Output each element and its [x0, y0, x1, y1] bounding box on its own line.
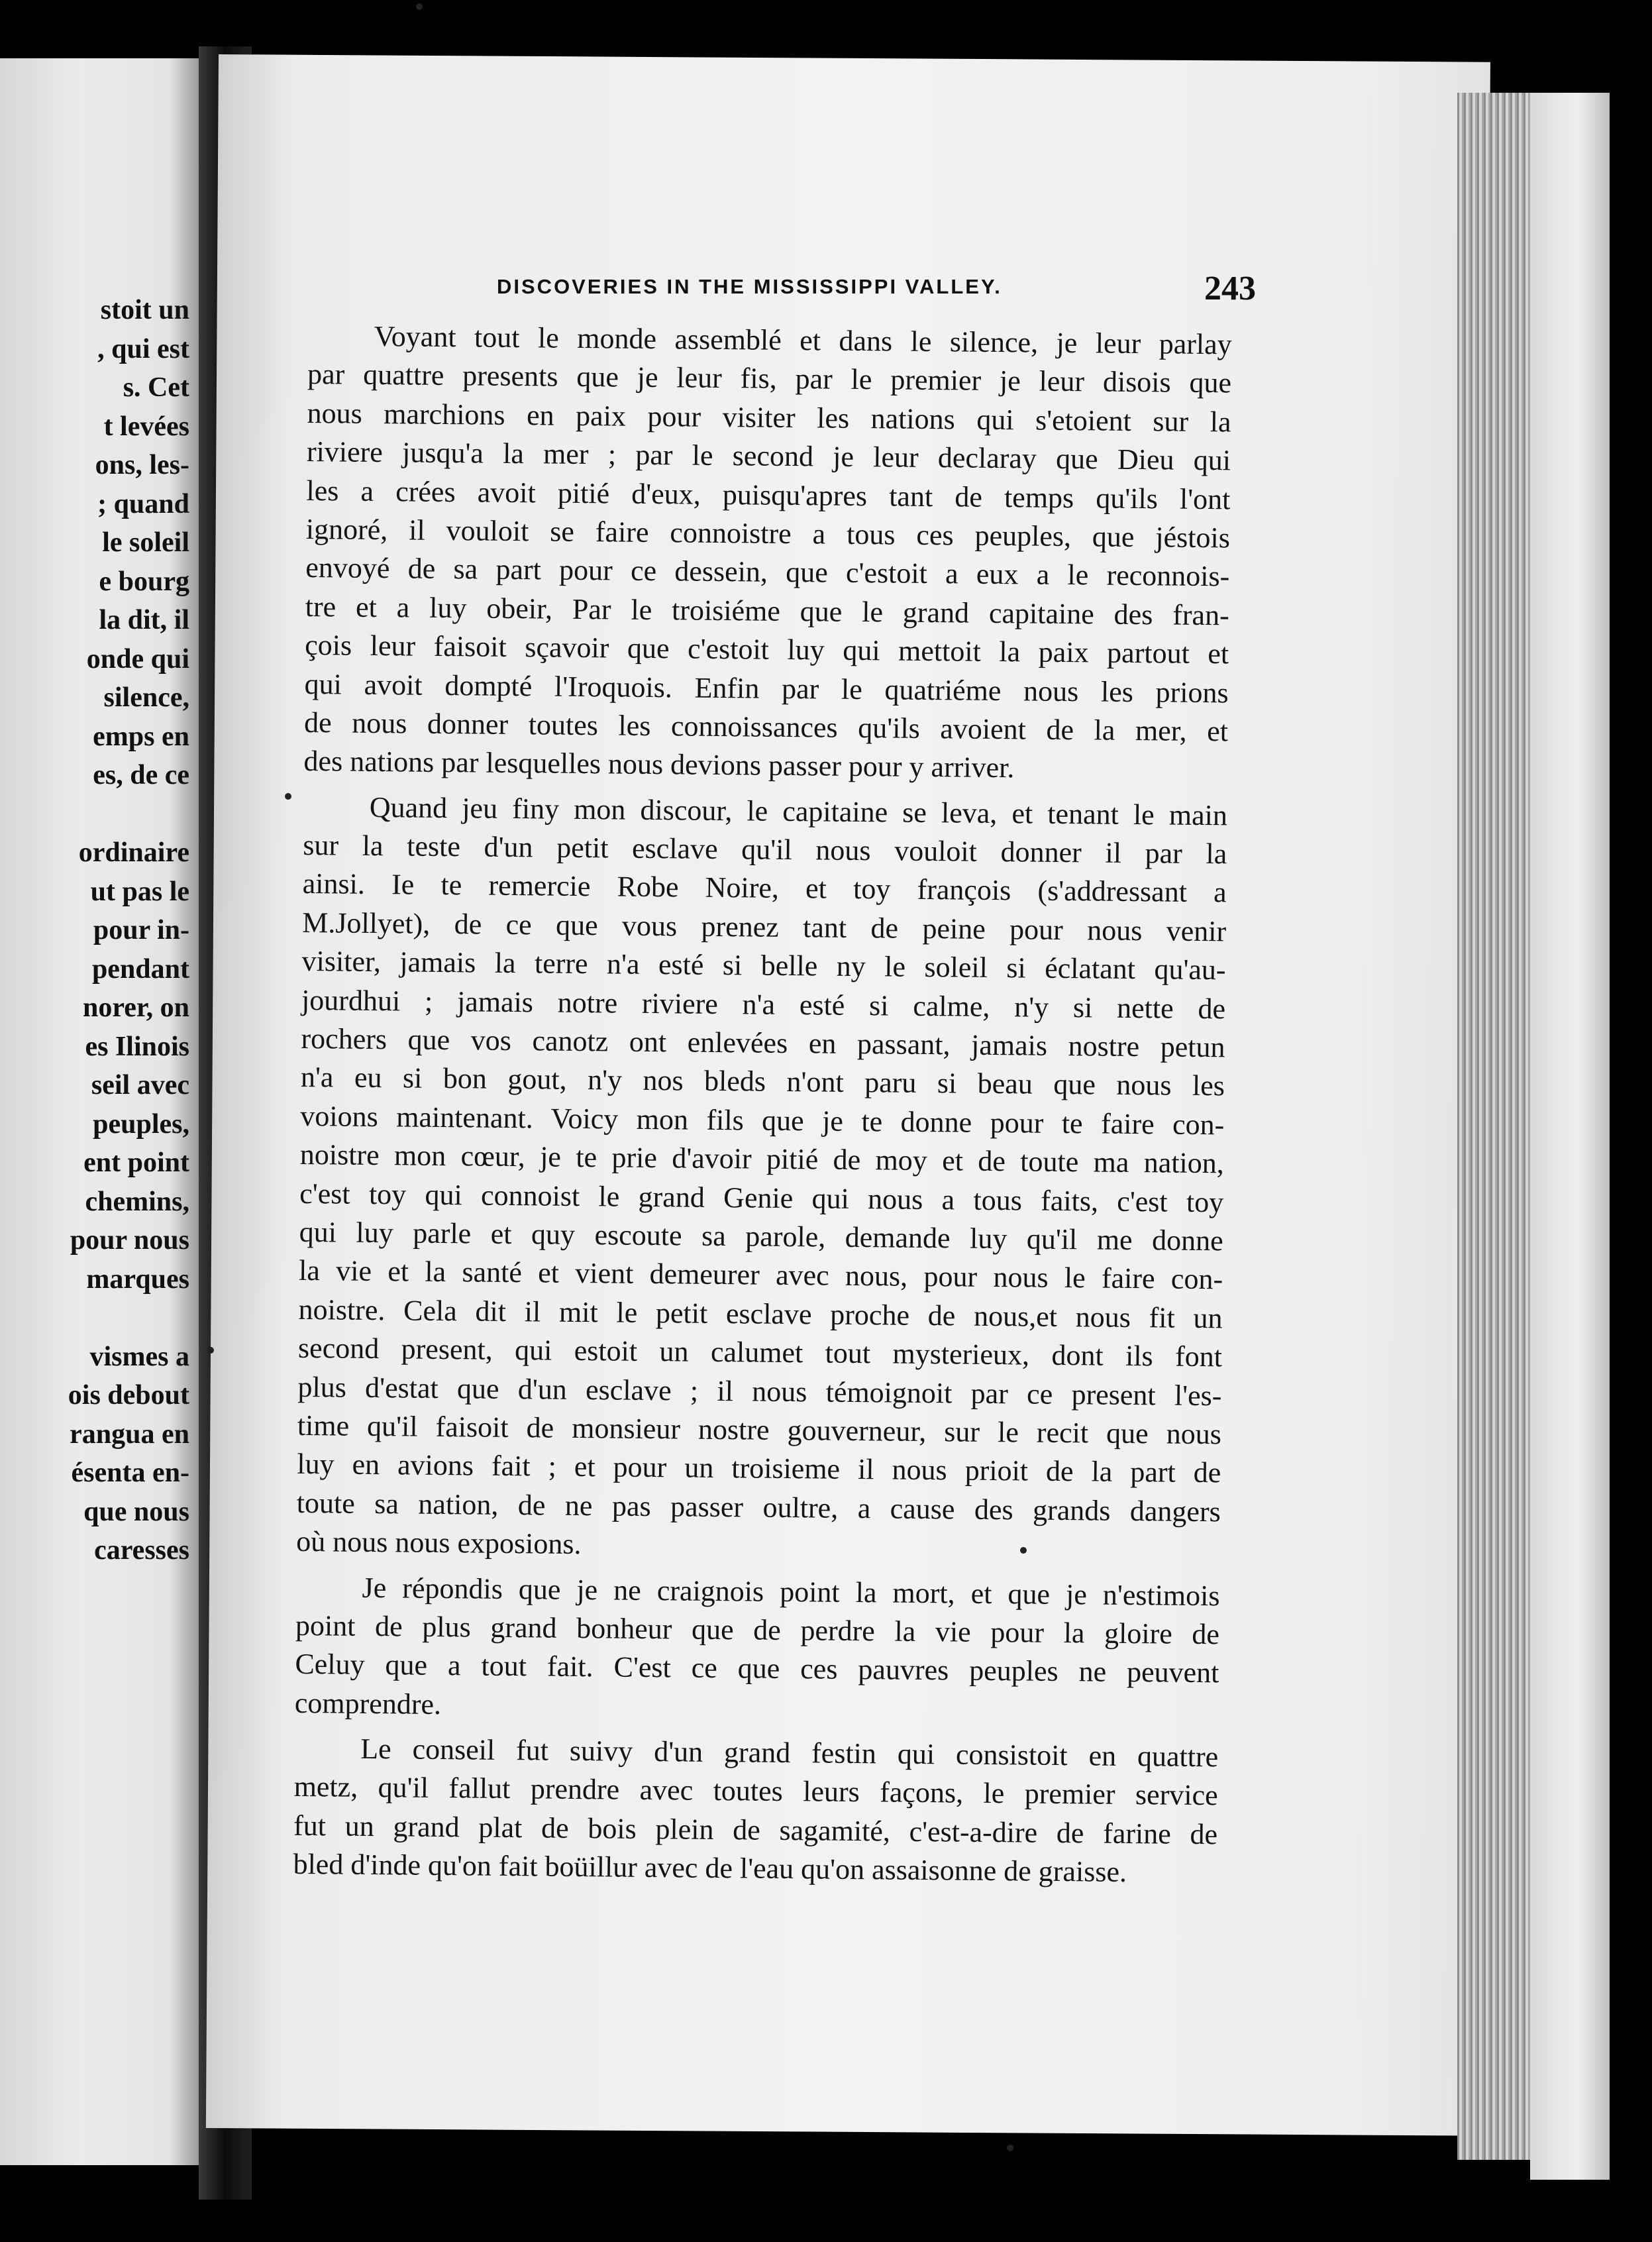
scan-speck	[1007, 2145, 1013, 2151]
left-page-line: ésenta en-	[71, 1458, 189, 1488]
left-page-line: caresses	[94, 1535, 189, 1566]
left-page-line	[0, 97, 189, 136]
left-page-line	[0, 175, 189, 214]
underlying-page	[1530, 93, 1610, 2180]
text-line: de nous donner toutes les connoissances qu'ils avoient de la mer, et	[303, 706, 1229, 748]
left-page-line	[0, 213, 189, 252]
paragraph	[303, 317, 1232, 790]
text-line: par quattre presents que je leur fis, par le premier je leur disois que	[307, 358, 1232, 400]
left-page-line: la dit, il	[99, 605, 189, 635]
paragraph	[295, 1568, 1220, 1731]
text-line: bled d'inde qu'on fait boüillur avec de l'eau qu'on assaisonne de graisse.	[293, 1848, 1127, 1889]
paragraph	[296, 788, 1227, 1570]
text-line: c'est toy qui connoist le grand Genie qui nous a tous faits, c'est toy	[299, 1177, 1224, 1218]
text-line: des nations par lesquelles nous devions passer pour y arriver.	[303, 745, 1015, 784]
left-facing-page	[0, 58, 199, 2165]
text-line: voions maintenant. Voicy mon fils que je te donne pour te faire con-	[300, 1099, 1225, 1142]
text-line: fut un grand plat de bois plein de sagamité, c'est-a-dire de farine de	[293, 1809, 1218, 1851]
left-page-line	[0, 1299, 189, 1338]
left-page-line	[0, 252, 189, 292]
text-line: tre et a luy obeir, Par le troisiéme que le grand capitaine des fran-	[305, 590, 1229, 632]
left-page-line: silence,	[103, 682, 189, 713]
left-page-line: norer, on	[82, 992, 189, 1023]
left-page-line: ut pas le	[90, 876, 189, 907]
text-line: time qu'il faisoit de monsieur nostre gouverneur, sur le recit que nous	[297, 1409, 1222, 1451]
text-line: Quand jeu finy mon discour, le capitaine se leva, et tenant le main	[369, 790, 1228, 832]
text-line: ignoré, il vouloit se faire connoistre a tous ces peuples, que jéstois	[305, 512, 1231, 555]
left-page-line: ordinaire	[78, 837, 189, 868]
scan-speck	[285, 793, 291, 800]
text-line: comprendre.	[294, 1686, 442, 1721]
left-page-line: es, de ce	[93, 760, 189, 790]
left-page-line: peuples,	[93, 1108, 189, 1140]
text-line: qui luy parle et quy escoute sa parole, demande luy qu'il me donne	[299, 1215, 1223, 1257]
left-page-line: ons, les-	[95, 450, 189, 480]
left-page-line	[0, 136, 189, 175]
paragraph	[293, 1729, 1218, 1893]
left-page-line: seil avec	[91, 1070, 189, 1100]
body-text	[293, 317, 1232, 1893]
text-line: Le conseil fut suivy d'un grand festin qui consistoit en quattre	[360, 1732, 1219, 1774]
left-page-line: rangua en	[70, 1418, 189, 1450]
left-page-line: vismes a	[89, 1341, 189, 1372]
left-page-line: onde qui	[86, 643, 189, 674]
text-line: Voyant tout le monde assemblé et dans le silence, je leur parlay	[374, 319, 1232, 361]
left-page-line: stoit un	[100, 295, 189, 325]
text-line: plus d'estat que d'un esclave ; il nous témoignoit par ce present l'es-	[297, 1370, 1222, 1412]
scan-speck	[1020, 1547, 1027, 1554]
text-line: où nous nous exposions.	[296, 1525, 582, 1561]
left-page-line: pour nous	[70, 1225, 189, 1255]
left-page-line: pendant	[91, 953, 189, 985]
left-page-line: , qui est	[97, 333, 189, 364]
text-line: second present, qui estoit un calumet tout mysterieux, dont ils font	[297, 1332, 1223, 1373]
text-line: Celuy que a tout fait. C'est ce que ces pauvres peuples ne peuvent	[295, 1648, 1219, 1689]
left-page-line: s. Cet	[123, 372, 189, 403]
running-head: DISCOVERIES IN THE MISSISSIPPI VALLEY.	[497, 275, 1002, 298]
left-page-line: marques	[86, 1263, 189, 1295]
text-line: riviere jusqu'a la mer ; par le second je leur declaray que Dieu qui	[306, 435, 1231, 477]
text-line: noistre. Cela dit il mit le petit esclave proche de nous,et nous fit un	[298, 1293, 1223, 1335]
scan-speck	[416, 3, 423, 10]
text-line: point de plus grand bonheur que de perdre la vie pour la gloire de	[295, 1609, 1220, 1651]
left-page-line: ois debout	[68, 1380, 189, 1411]
scan-speck	[207, 1347, 214, 1354]
left-page-line: que nous	[83, 1496, 189, 1527]
left-page-text	[0, 58, 189, 1570]
left-page-line: pour in-	[93, 915, 189, 945]
text-line: nous marchions en paix pour visiter les nations qui s'etoient sur la	[307, 396, 1231, 439]
text-line: luy en avions fait ; et pour un troisieme il nous prioit de la part de	[297, 1448, 1221, 1489]
left-page-line: es Ilinois	[85, 1031, 189, 1062]
page-edges	[1457, 93, 1530, 2160]
left-page-line: t levées	[103, 411, 189, 442]
text-line: rochers que vos canotz ont enlevées en passant, jamais nostre petun	[301, 1022, 1225, 1064]
text-line: les a crées avoit pitié d'eux, puisqu'apres tant de temps qu'ils l'ont	[306, 474, 1231, 515]
text-line: metz, qu'il fallut prendre avec toutes leurs façons, le premier service	[293, 1770, 1218, 1812]
text-line: qui avoit dompté l'Iroquois. Enfin par le quatriéme nous les prions	[304, 667, 1229, 709]
left-page-line	[0, 795, 189, 834]
left-page-line: chemins,	[85, 1186, 189, 1217]
text-line: sur la teste d'un petit esclave qu'il nous vouloit donner il par la	[303, 829, 1227, 871]
page-number: 243	[1204, 270, 1256, 307]
left-page-line	[0, 58, 189, 97]
text-line: visiter, jamais la terre n'a esté si belle ny le soleil si éclatant qu'au-	[301, 945, 1226, 987]
text-line: la vie et la santé et vient demeurer avec nous, pour nous le faire con-	[298, 1254, 1223, 1296]
text-line: n'a eu si bon gout, n'y nos bleds n'ont paru si beau que nous les	[300, 1061, 1225, 1102]
left-page-line: emps en	[93, 721, 189, 752]
text-line: envoyé de sa part pour ce dessein, que c'estoit a eux a le reconnois-	[305, 551, 1230, 593]
left-page-line: le soleil	[102, 527, 189, 558]
text-line: jourdhui ; jamais notre riviere n'a esté si calme, n'y si nette de	[301, 983, 1226, 1025]
text-line: çois leur faisoit sçavoir que c'estoit luy qui mettoit la paix partout et	[305, 629, 1229, 670]
text-line: noistre mon cœur, je te prie d'avoir pitié de moy et de toute ma nation,	[299, 1138, 1225, 1180]
text-line: Je répondis que je ne craignois point la mort, et que je n'estimois	[362, 1571, 1220, 1612]
left-page-line: ent point	[83, 1148, 189, 1178]
text-line: M.Jollyet), de ce que vous prenez tant de peine pour nous venir	[301, 906, 1227, 948]
left-page-line: e bourg	[99, 566, 189, 597]
left-page-line: ; quand	[97, 488, 189, 519]
text-line: ainsi. Ie te remercie Robe Noire, et toy françois (s'addressant a	[302, 867, 1227, 909]
text-line: toute sa nation, de ne pas passer oultre, a cause des grands dangers	[296, 1486, 1221, 1528]
